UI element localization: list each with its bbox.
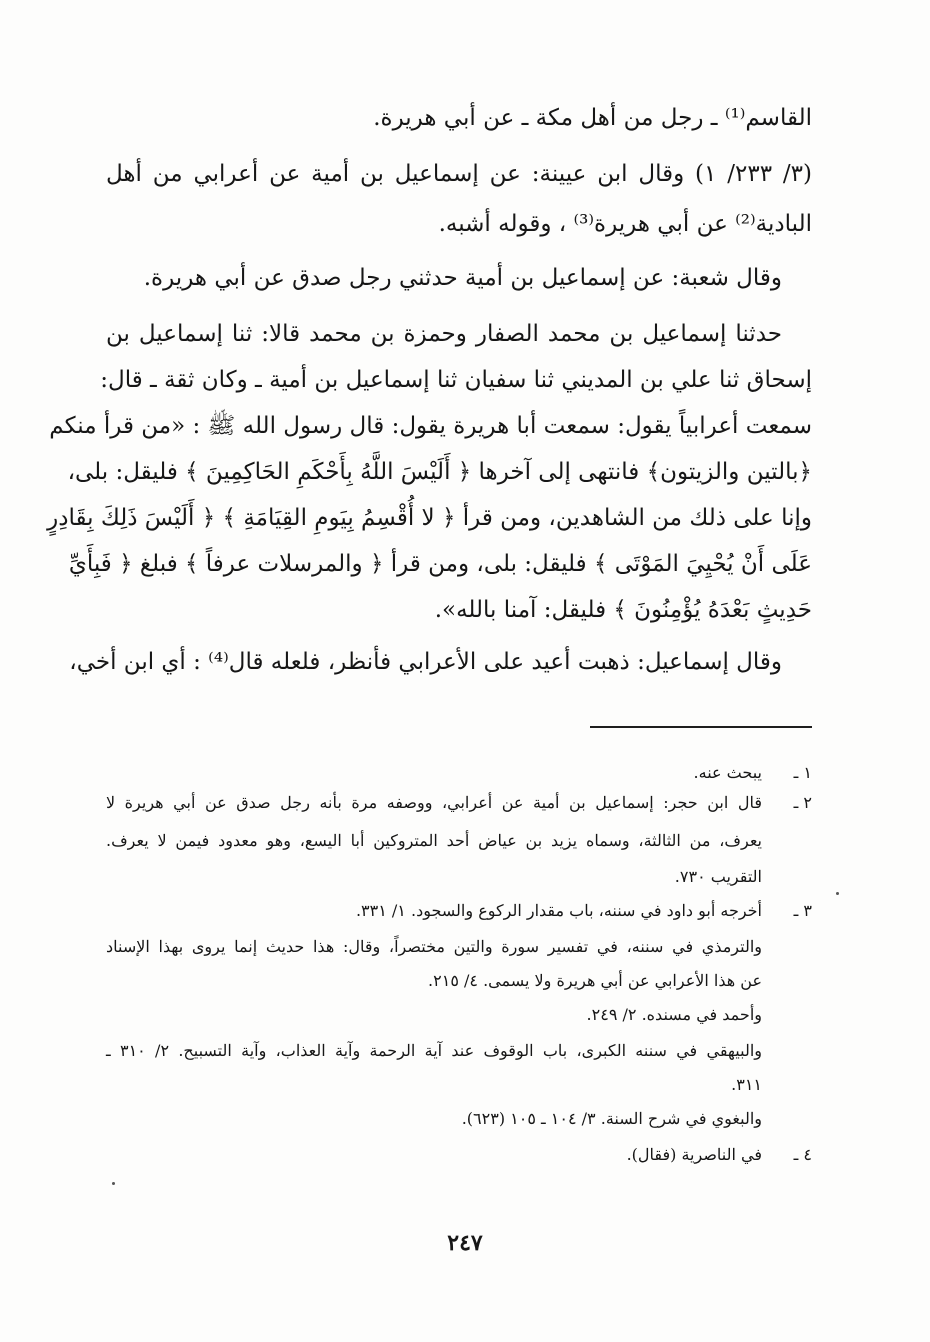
main-line-2: (٣/ ٢٣٣/ ١) وقال ابن عيينة: عن إسماعيل بن أمية عن أعرابي من أهل <box>106 161 813 187</box>
footnote-number-3: ٣ ـ <box>793 901 812 920</box>
footnote-line-12: في الناصرية (فقال). <box>626 1145 762 1164</box>
scan-speck <box>836 892 839 895</box>
footnote-line-8: وأحمد في مسنده. ٢/ ٢٤٩. <box>586 1005 762 1024</box>
scan-speck <box>112 1182 115 1185</box>
footnote-line-5: أخرجه أبو داود في سننه، باب مقدار الركوع والسجود. ١/ ٣٣١. <box>355 901 762 920</box>
main-line-6: إسحاق ثنا علي بن المديني ثنا سفيان ثنا إسماعيل بن أمية ـ وكان ثقة ـ قال: <box>100 367 812 393</box>
main-line-4: وقال شعبة: عن إسماعيل بن أمية حدثني رجل صدق عن أبي هريرة. <box>143 265 782 291</box>
main-line-10: عَلَى أَنْ يُحْيِيَ المَوْتَى ﴾ فليقل: بلى، ومن قرأ ﴿ والمرسلات عرفاً ﴾ فبلغ ﴿ فَبِأَيِّ <box>68 551 812 577</box>
footnote-number-1: ١ ـ <box>793 763 812 782</box>
footnote-line-4: التقريب ٧٣٠. <box>674 867 762 886</box>
footnote-number-4: ٤ ـ <box>793 1145 812 1164</box>
footnote-line-2: قال ابن حجر: إسماعيل بن أمية عن أعرابي، ووصفه مرة بأنه رجل صدق عن أبي هريرة لا <box>106 793 762 812</box>
footnote-line-9: والبيهقي في سننه الكبرى، باب الوقوف عند آية الرحمة وآية العذاب، وآية التسبيح. ٢/ ٣١٠ ـ <box>106 1041 762 1060</box>
footnote-divider <box>590 726 812 728</box>
main-line-3: البادية⁽²⁾ عن أبي هريرة⁽³⁾ ، وقوله أشبه. <box>438 211 812 237</box>
main-line-5: حدثنا إسماعيل بن محمد الصفار وحمزة بن محمد قالا: ثنا إسماعيل بن <box>106 321 782 347</box>
footnote-line-7: عن هذا الأعرابي عن أبي هريرة ولا يسمى. ٤/ ٢١٥. <box>428 971 762 990</box>
main-line-8: ﴿بالتين والزيتون﴾ فانتهى إلى آخرها ﴿ أَلَيْسَ اللَّهُ بِأَحْكَمِ الحَاكِمِينَ ﴾ فليقل: بلى، <box>67 459 812 485</box>
footnote-line-1: يبحث عنه. <box>693 763 762 782</box>
footnote-line-3: يعرف، من الثالثة، وسماه يزيد بن عياض أحد المتروكين أبا اليسع، وهو معدود فيمن لا يعرف. <box>106 831 762 850</box>
footnote-line-10: ٣١١. <box>731 1075 762 1094</box>
footnote-line-6: والترمذي في سننه، في تفسير سورة والتين مختصراً، وقال: هذا حديث إنما يروى بهذا الإسناد <box>106 937 762 956</box>
page-number: ٢٤٧ <box>447 1230 483 1256</box>
footnote-number-2: ٢ ـ <box>793 793 812 812</box>
main-line-1: القاسم⁽¹⁾ ـ رجل من أهل مكة ـ عن أبي هريرة. <box>373 105 812 131</box>
main-line-11: حَدِيثٍ بَعْدَهُ يُؤْمِنُونَ ﴾ فليقل: آمنا بالله». <box>434 597 812 623</box>
main-line-12: وقال إسماعيل: ذهبت أعيد على الأعرابي فأنظر، فلعله قال⁽⁴⁾ : أي ابن أخي، <box>69 649 782 675</box>
main-line-7: سمعت أعرابياً يقول: سمعت أبا هريرة يقول: قال رسول الله ﷺ : «من قرأ منكم <box>49 413 812 439</box>
footnote-line-11: والبغوي في شرح السنة. ٣/ ١٠٤ ـ ١٠٥ (٦٢٣). <box>461 1109 762 1128</box>
main-line-9: وإنا على ذلك من الشاهدين، ومن قرأ ﴿ لا أُقْسِمُ بِيَومِ القِيَامَةِ ﴾ ﴿ أَلَيْسَ ذَلِكَ بِقَادِرٍ <box>47 505 812 531</box>
